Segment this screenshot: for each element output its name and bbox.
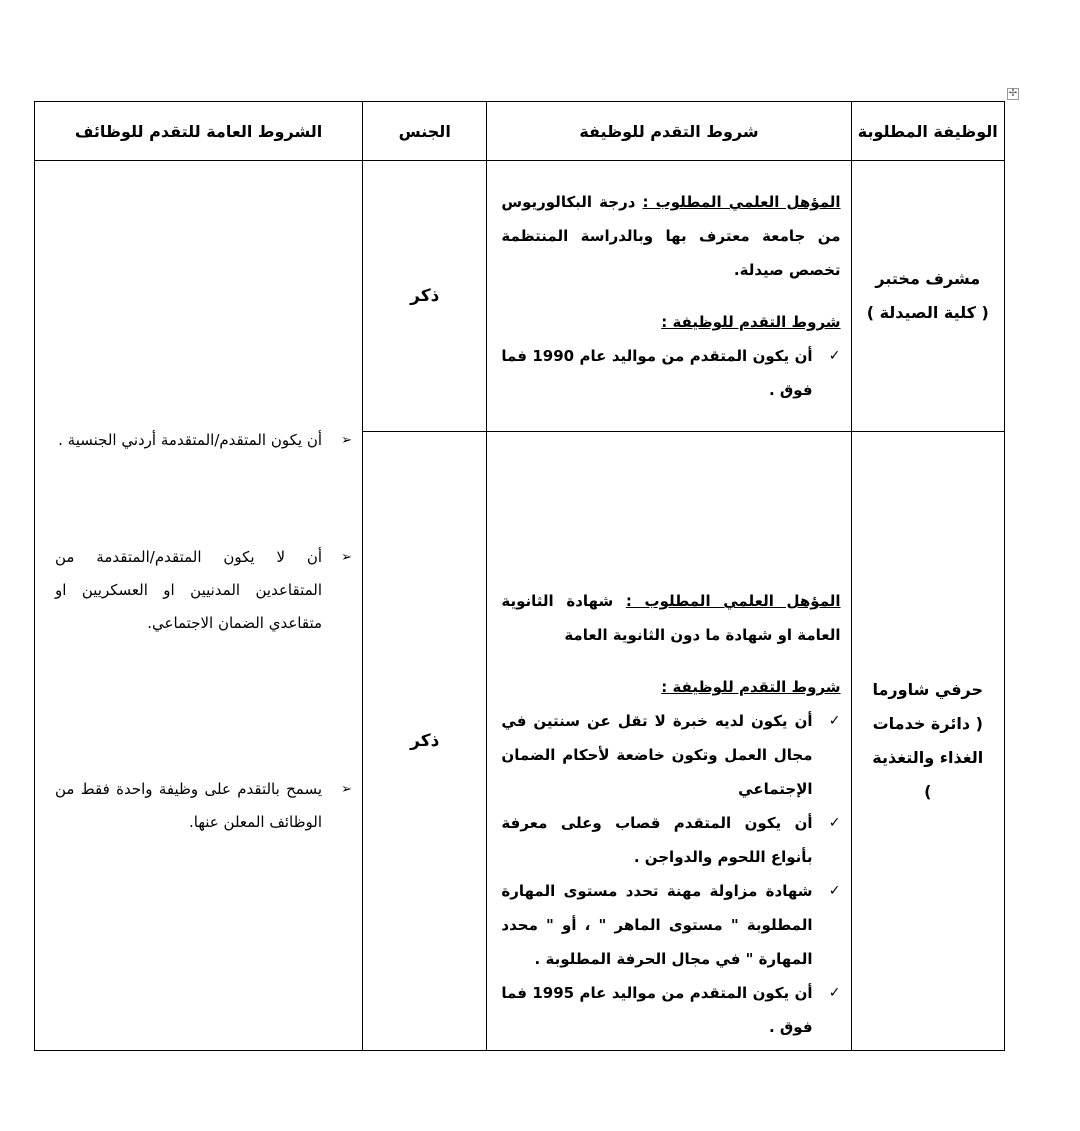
conditions-label: شروط التقدم للوظيفة : — [661, 678, 841, 696]
conditions-list — [501, 339, 840, 407]
header-job: الوظيفة المطلوبة — [851, 102, 1004, 161]
arrow-bullet-icon: ➢ — [341, 433, 353, 448]
job-title: مشرف مختبر — [875, 269, 981, 288]
header-gender: الجنس — [363, 102, 487, 161]
conditions-label: شروط التقدم للوظيفة : — [661, 313, 841, 331]
job-conditions-cell — [487, 161, 851, 432]
gender-cell: ذكر — [363, 432, 487, 1051]
check-icon: ✓ — [828, 985, 841, 1001]
job-title-cell — [851, 161, 1004, 432]
general-condition-item: ➢ يسمح بالتقدم على وظيفة واحدة فقط من الوظائف المعلن عنها. — [55, 773, 352, 839]
qualification-text: شهادة الثانوية العامة او شهادة ما دون الثانوية العامة — [501, 592, 841, 644]
gender-cell: ذكر — [363, 161, 487, 432]
job-department: ( دائرة خدمات — [872, 714, 983, 733]
check-icon: ✓ — [828, 348, 841, 364]
general-condition-item: ➢ أن لا يكون المتقدم/المتقدمة من المتقاعدين المدنيين او العسكريين او متقاعدي الضمان الاجتماعي. — [55, 541, 352, 640]
qualification-paragraph — [501, 584, 840, 652]
arrow-bullet-icon: ➢ — [341, 550, 353, 565]
header-conditions: شروط التقدم للوظيفة — [487, 102, 851, 161]
general-conditions-cell — [35, 161, 363, 1051]
table-row — [35, 161, 1005, 432]
table-header-row — [35, 102, 1005, 161]
qualification-label: المؤهل العلمي المطلوب : — [625, 592, 841, 610]
list-item: ✓ شهادة مزاولة مهنة تحدد مستوى المهارة المطلوبة " مستوى الماهر " ، أو " محدد المهارة " في مجال الحرفة المطلوبة . — [501, 874, 840, 976]
job-conditions-cell — [487, 432, 851, 1051]
job-department: ( كلية الصيدلة ) — [866, 303, 989, 322]
job-department: ) — [924, 782, 932, 801]
list-item: ✓ أن يكون المتقدم من مواليد عام 1995 فما فوق . — [501, 976, 840, 1044]
qualification-text: درجة البكالوريوس من جامعة معترف بها وبالدراسة المنتظمة تخصص صيدلة. — [501, 193, 841, 279]
list-item: ✓ أن يكون المتقدم من مواليد عام 1990 فما فوق . — [501, 339, 840, 407]
check-icon: ✓ — [828, 815, 841, 831]
general-condition-item: ➢ أن يكون المتقدم/المتقدمة أردني الجنسية . — [55, 424, 352, 457]
job-title: حرفي شاورما — [872, 680, 984, 699]
list-item: ✓ أن يكون المتقدم قصاب وعلى معرفة بأنواع اللحوم والدواجن . — [501, 806, 840, 874]
conditions-list — [501, 704, 840, 1044]
job-title-cell — [851, 432, 1004, 1051]
jobs-table — [34, 101, 1005, 1051]
header-general-conditions: الشروط العامة للتقدم للوظائف — [35, 102, 363, 161]
table-move-handle[interactable]: ✢ — [1008, 88, 1018, 99]
list-item: ✓ أن يكون لديه خبرة لا تقل عن سنتين في مجال العمل وتكون خاضعة لأحكام الضمان الإجتماعي — [501, 704, 840, 806]
qualification-label: المؤهل العلمي المطلوب : — [642, 193, 841, 211]
job-department: الغذاء والتغذية — [872, 748, 984, 767]
arrow-bullet-icon: ➢ — [341, 782, 353, 797]
qualification-paragraph — [501, 185, 840, 287]
check-icon: ✓ — [828, 883, 841, 899]
check-icon: ✓ — [828, 713, 841, 729]
